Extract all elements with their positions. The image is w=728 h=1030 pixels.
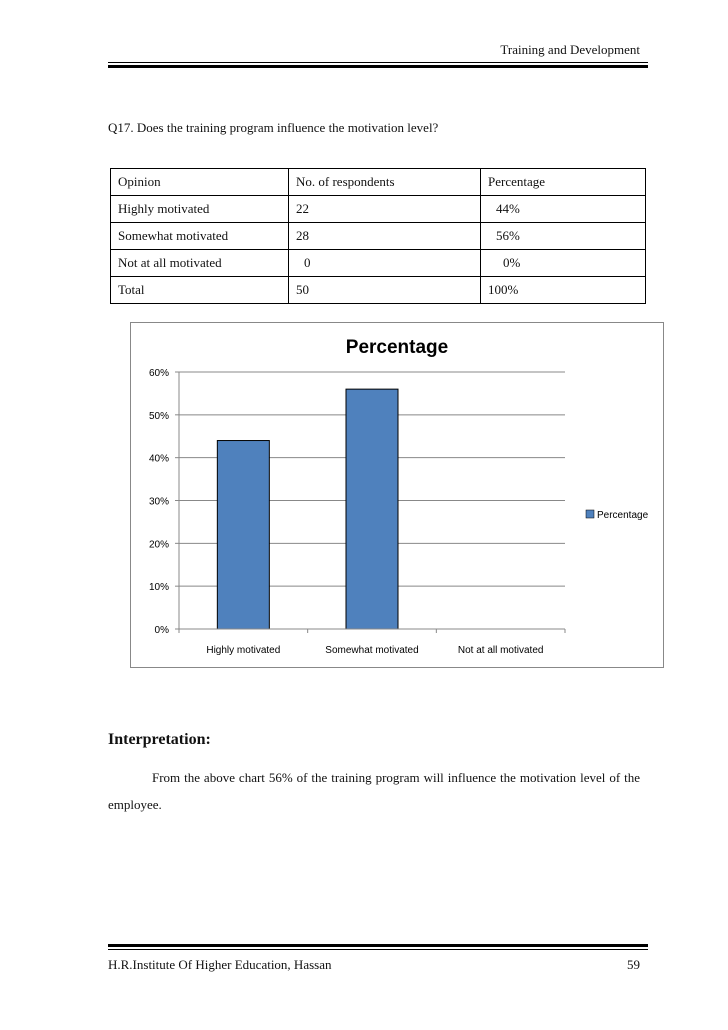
running-header: Training and Development (500, 42, 640, 57)
header-rule-thick (108, 65, 648, 68)
table-row (111, 250, 646, 277)
y-tick-label: 20% (148, 539, 169, 551)
x-tick-label: Somewhat motivated (325, 645, 419, 656)
footer-rule (108, 949, 648, 950)
interpretation-text: From the above chart 56% of the training program will influence the motivation level of the employee. (108, 770, 640, 812)
table-cell: Not at all motivated (111, 250, 289, 277)
table-cell: 100% (481, 277, 646, 304)
table-cell: 44% (481, 196, 646, 223)
footer-rule-thick (108, 944, 648, 947)
x-tick-label: Not at all motivated (457, 645, 544, 656)
interpretation-heading: Interpretation: (108, 731, 211, 748)
table-row (111, 223, 646, 250)
footer-institute: H.R.Institute Of Higher Education, Hassan (108, 957, 332, 972)
y-tick-label: 10% (148, 582, 169, 594)
table-header-cell: Percentage (481, 169, 646, 196)
chart-frame (130, 322, 664, 668)
y-tick-label: 0% (154, 625, 169, 636)
table-cell: Somewhat motivated (111, 223, 289, 250)
table-header-row (111, 169, 646, 196)
table-cell: Total (111, 277, 289, 304)
y-tick-label: 50% (148, 410, 169, 422)
y-tick-label: 30% (148, 496, 169, 508)
table-row (111, 277, 646, 304)
table-cell: 0% (481, 250, 646, 277)
header-rule (108, 62, 648, 63)
table-cell: Highly motivated (111, 196, 289, 223)
table-header-cell: Opinion (111, 169, 289, 196)
legend-label: Percentage (597, 510, 649, 521)
page-number: 59 (627, 957, 640, 972)
y-tick-label: 60% (148, 368, 169, 379)
chart-title: Percentage (345, 337, 449, 358)
table-cell: 56% (481, 223, 646, 250)
y-tick-label: 40% (148, 453, 169, 465)
legend-swatch (586, 510, 594, 518)
table-cell: 22 (289, 196, 481, 223)
table-row (111, 196, 646, 223)
table-header-cell: No. of respondents (289, 169, 481, 196)
table-cell: 0 (289, 250, 481, 277)
bar (217, 441, 269, 629)
response-table (110, 168, 646, 304)
bar-chart (131, 323, 663, 667)
question-text: Q17. Does the training program influence the motivation level? (108, 120, 439, 135)
table-cell: 50 (289, 277, 481, 304)
x-tick-label: Highly motivated (206, 645, 281, 656)
table-cell: 28 (289, 223, 481, 250)
bar (346, 389, 398, 629)
